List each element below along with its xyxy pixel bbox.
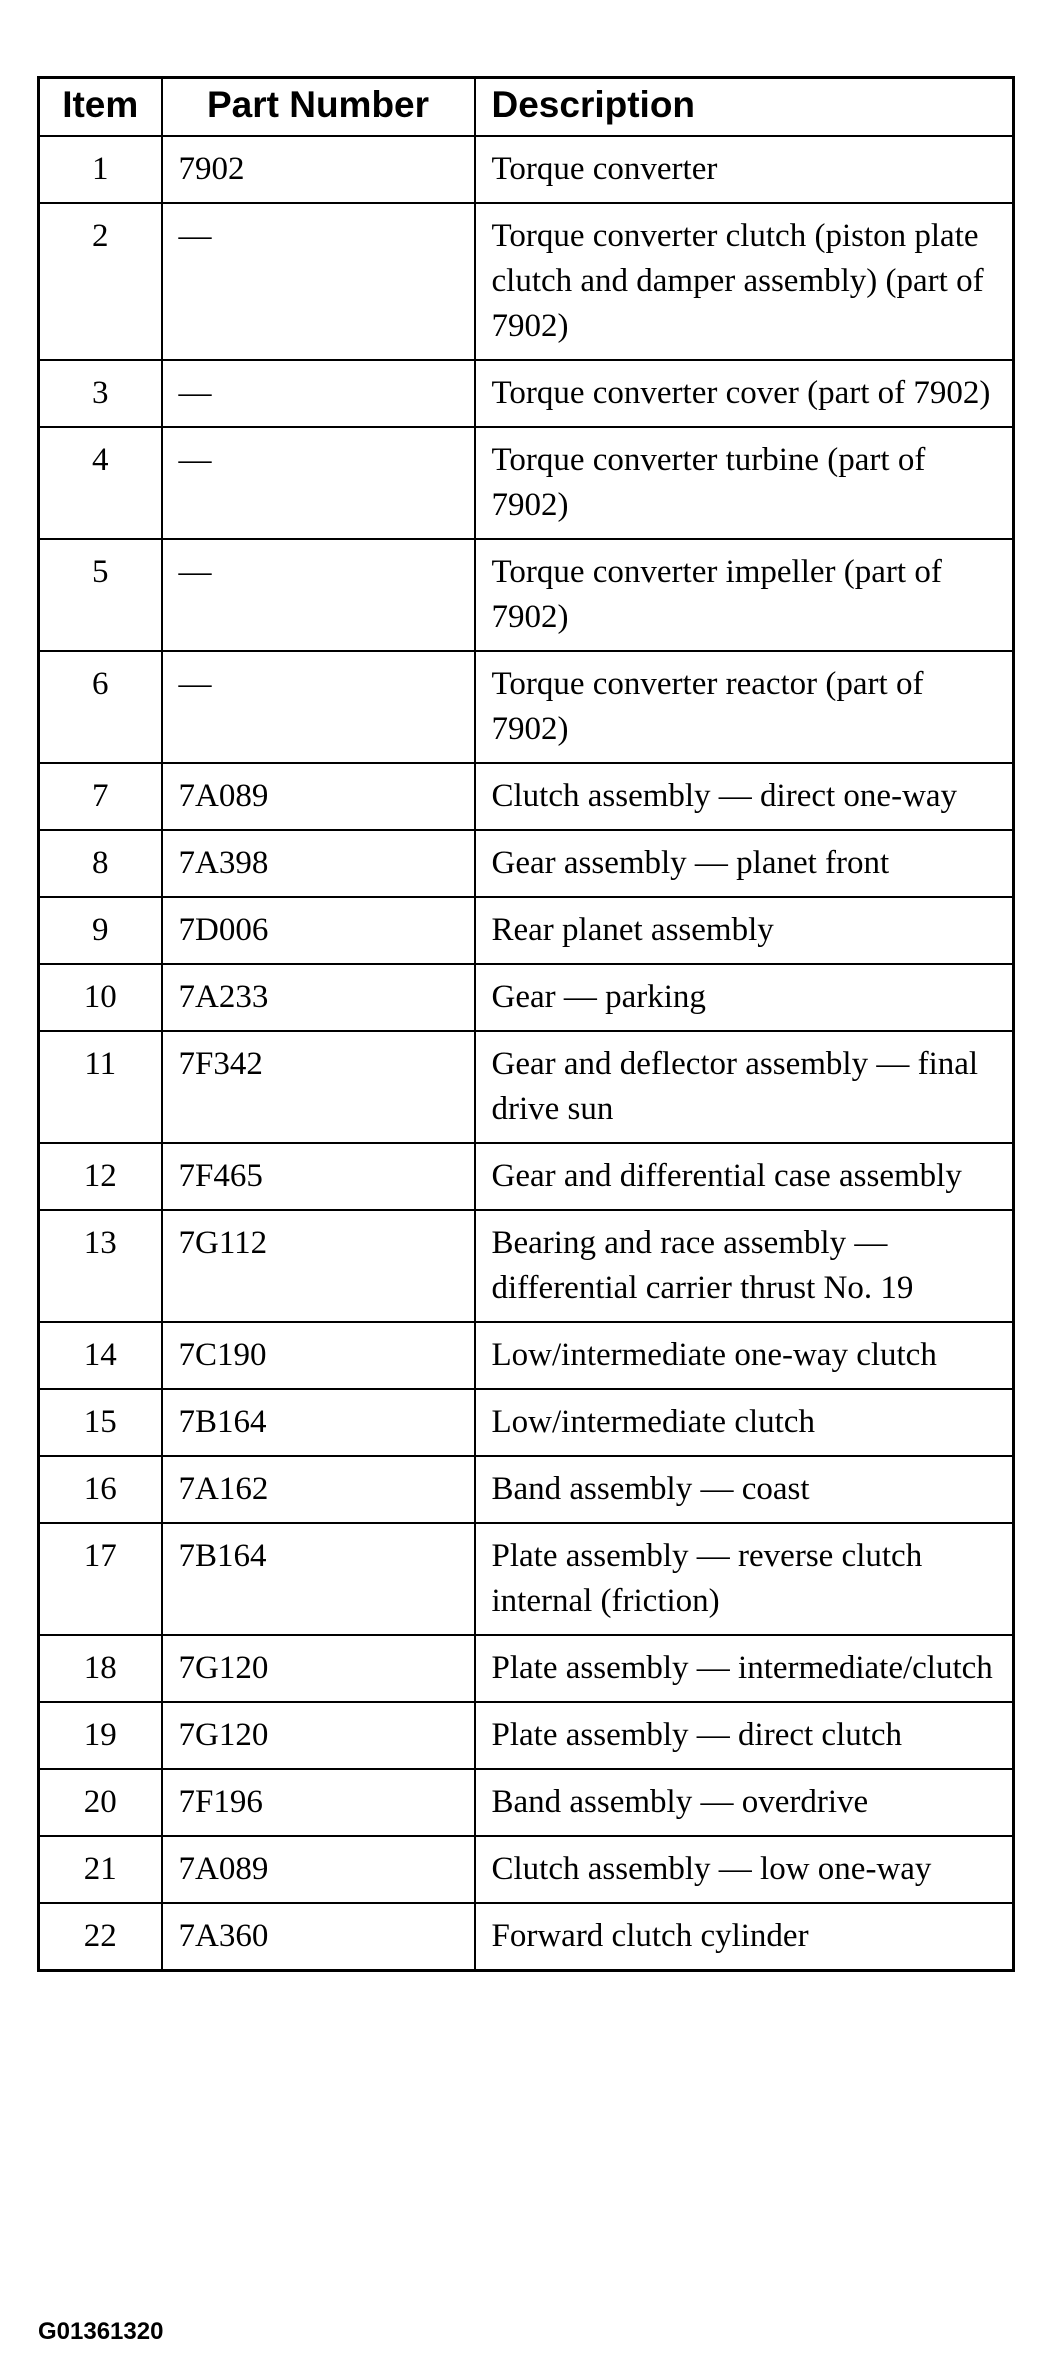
item-cell: 7 — [39, 763, 162, 830]
table-row — [39, 427, 1014, 539]
description-cell: Gear and differential case assembly — [475, 1143, 1014, 1210]
part-number-cell: 7A089 — [162, 1836, 475, 1903]
description-cell: Band assembly — overdrive — [475, 1769, 1014, 1836]
part-number-cell: 7A089 — [162, 763, 475, 830]
item-cell: 12 — [39, 1143, 162, 1210]
table-row — [39, 1903, 1014, 1971]
item-cell: 1 — [39, 136, 162, 203]
part-number-cell: 7G120 — [162, 1635, 475, 1702]
item-cell: 13 — [39, 1210, 162, 1322]
item-cell: 14 — [39, 1322, 162, 1389]
part-number-cell: 7F196 — [162, 1769, 475, 1836]
part-number-cell: — — [162, 427, 475, 539]
description-cell: Clutch assembly — low one-way — [475, 1836, 1014, 1903]
item-cell: 11 — [39, 1031, 162, 1143]
item-cell: 6 — [39, 651, 162, 763]
part-number-cell: 7D006 — [162, 897, 475, 964]
item-cell: 15 — [39, 1389, 162, 1456]
table-row — [39, 651, 1014, 763]
part-number-cell: 7A162 — [162, 1456, 475, 1523]
part-number-cell: 7A398 — [162, 830, 475, 897]
description-cell: Low/intermediate one-way clutch — [475, 1322, 1014, 1389]
description-cell: Plate assembly — intermediate/clutch — [475, 1635, 1014, 1702]
header-item: Item — [39, 78, 162, 137]
table-row — [39, 897, 1014, 964]
table-row — [39, 136, 1014, 203]
description-cell: Clutch assembly — direct one-way — [475, 763, 1014, 830]
figure-id: G01361320 — [38, 2318, 164, 2345]
table-row — [39, 1702, 1014, 1769]
table-row — [39, 1523, 1014, 1635]
description-cell: Torque converter turbine (part of 7902) — [475, 427, 1014, 539]
part-number-cell: 7C190 — [162, 1322, 475, 1389]
part-number-cell: 7B164 — [162, 1523, 475, 1635]
item-cell: 9 — [39, 897, 162, 964]
table-header-row — [39, 78, 1014, 137]
table-row — [39, 1836, 1014, 1903]
item-cell: 18 — [39, 1635, 162, 1702]
table-row — [39, 830, 1014, 897]
item-cell: 19 — [39, 1702, 162, 1769]
description-cell: Torque converter — [475, 136, 1014, 203]
part-number-cell: — — [162, 651, 475, 763]
description-cell: Forward clutch cylinder — [475, 1903, 1014, 1971]
description-cell: Low/intermediate clutch — [475, 1389, 1014, 1456]
item-cell: 8 — [39, 830, 162, 897]
description-cell: Torque converter impeller (part of 7902) — [475, 539, 1014, 651]
item-cell: 17 — [39, 1523, 162, 1635]
description-cell: Torque converter reactor (part of 7902) — [475, 651, 1014, 763]
table-row — [39, 1210, 1014, 1322]
item-cell: 21 — [39, 1836, 162, 1903]
header-part-number: Part Number — [162, 78, 475, 137]
description-cell: Plate assembly — reverse clutch internal (friction) — [475, 1523, 1014, 1635]
part-number-cell: 7902 — [162, 136, 475, 203]
description-cell: Band assembly — coast — [475, 1456, 1014, 1523]
table-row — [39, 763, 1014, 830]
part-number-cell: — — [162, 539, 475, 651]
item-cell: 3 — [39, 360, 162, 427]
description-cell: Gear assembly — planet front — [475, 830, 1014, 897]
item-cell: 22 — [39, 1903, 162, 1971]
table-row — [39, 1322, 1014, 1389]
table-row — [39, 1635, 1014, 1702]
table-row — [39, 1456, 1014, 1523]
part-number-cell: 7F465 — [162, 1143, 475, 1210]
item-cell: 2 — [39, 203, 162, 360]
table-row — [39, 539, 1014, 651]
description-cell: Torque converter clutch (piston plate clutch and damper assembly) (part of 7902) — [475, 203, 1014, 360]
part-number-cell: 7G120 — [162, 1702, 475, 1769]
description-cell: Gear — parking — [475, 964, 1014, 1031]
item-cell: 10 — [39, 964, 162, 1031]
table-row — [39, 964, 1014, 1031]
item-cell: 4 — [39, 427, 162, 539]
table-row — [39, 1769, 1014, 1836]
header-description: Description — [475, 78, 1014, 137]
table-row — [39, 1031, 1014, 1143]
description-cell: Bearing and race assembly — differential carrier thrust No. 19 — [475, 1210, 1014, 1322]
part-number-cell: 7G112 — [162, 1210, 475, 1322]
table-row — [39, 1389, 1014, 1456]
description-cell: Plate assembly — direct clutch — [475, 1702, 1014, 1769]
part-number-cell: 7A233 — [162, 964, 475, 1031]
parts-table — [37, 76, 1015, 1972]
part-number-cell: — — [162, 360, 475, 427]
description-cell: Torque converter cover (part of 7902) — [475, 360, 1014, 427]
part-number-cell: 7A360 — [162, 1903, 475, 1971]
table-row — [39, 1143, 1014, 1210]
item-cell: 20 — [39, 1769, 162, 1836]
description-cell: Rear planet assembly — [475, 897, 1014, 964]
table-row — [39, 360, 1014, 427]
part-number-cell: 7F342 — [162, 1031, 475, 1143]
item-cell: 5 — [39, 539, 162, 651]
item-cell: 16 — [39, 1456, 162, 1523]
table-row — [39, 203, 1014, 360]
part-number-cell: 7B164 — [162, 1389, 475, 1456]
description-cell: Gear and deflector assembly — final drive sun — [475, 1031, 1014, 1143]
part-number-cell: — — [162, 203, 475, 360]
